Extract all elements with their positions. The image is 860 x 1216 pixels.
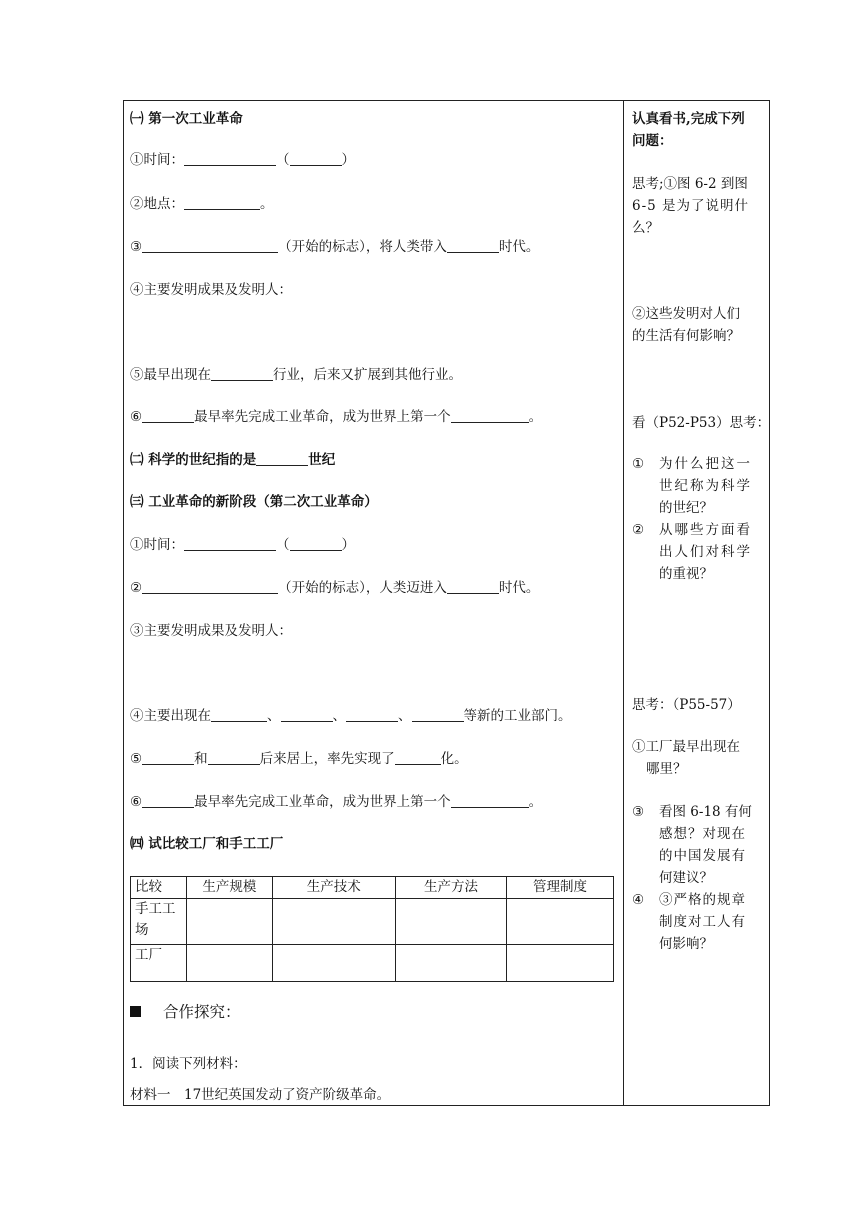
table-row (131, 899, 614, 945)
table-cell[interactable] (395, 945, 506, 982)
s1-place-line: ②地点： 。 (130, 196, 274, 212)
material-line: 材料一 17世纪英国发动了资产阶级革命。 (130, 1087, 391, 1103)
table-cell[interactable] (395, 899, 506, 945)
table-cell[interactable] (272, 899, 395, 945)
blank[interactable] (142, 579, 278, 594)
blank[interactable] (290, 151, 342, 166)
blank[interactable] (281, 707, 333, 722)
side-f: 看图 6-18 有何 (659, 804, 752, 820)
table-header: 管理制度 (506, 877, 613, 899)
s1-mark-line: ③ （开始的标志），将人类带入 时代。 (130, 239, 540, 255)
table-cell[interactable] (187, 945, 273, 982)
blank[interactable] (184, 195, 260, 210)
side-think: 6-5 是为了说明什 (632, 198, 750, 214)
blank[interactable] (142, 238, 278, 253)
blank[interactable] (412, 707, 464, 722)
s1-country-line: ⑥ 最早率先完成工业革命，成为世界上第一个 。 (130, 409, 543, 425)
s3-depts-line: ④主要出现在 、 、 、 等新的工业部门。 (130, 708, 572, 724)
side-think: 的生活有何影响？ (632, 328, 740, 344)
blank[interactable] (290, 536, 342, 551)
side-q: 的重视？ (659, 566, 713, 582)
table-header: 比较 (131, 877, 187, 899)
side-f: 感想？对现在 (659, 826, 746, 842)
table-header: 生产技术 (272, 877, 395, 899)
side-q-num: ③ (632, 804, 645, 820)
table-header: 生产规模 (187, 877, 273, 899)
blank[interactable] (211, 366, 273, 381)
table-cell[interactable] (187, 899, 273, 945)
read-line: 1．阅读下列材料： (130, 1056, 247, 1072)
blank[interactable] (256, 451, 308, 466)
side-q-num: ① (632, 456, 645, 472)
table-header: 生产方法 (395, 877, 506, 899)
side-f: 的中国发展有 (659, 848, 746, 864)
blank[interactable] (142, 750, 194, 765)
side-think: 思考;①图 6-2 到图 (632, 176, 748, 192)
side-q: 为什么把这一 (659, 456, 752, 472)
side-f: ③严格的规章 (659, 892, 746, 908)
section3-title: ㈢ 工业革命的新阶段（第二次工业革命） (130, 494, 378, 510)
side-f: 制度对工人有 (659, 914, 746, 930)
s3-rise-line: ⑤ 和 后来居上，率先实现了 化。 (130, 751, 468, 767)
side-intro: 问题： (632, 133, 673, 149)
s3-mark-line: ② （开始的标志），人类迈进入 时代。 (130, 580, 540, 596)
blank[interactable] (142, 793, 194, 808)
row-label: 工厂 (131, 945, 187, 982)
side-f: 何影响？ (659, 936, 713, 952)
s1-results-line: ④主要发明成果及发明人： (130, 282, 292, 298)
coop-heading: 合作探究： (130, 1003, 241, 1021)
side-q: 世纪称为科学 (659, 478, 752, 494)
table-row (131, 945, 614, 982)
square-bullet-icon (130, 1006, 141, 1017)
table-header-row (131, 877, 614, 899)
column-divider (623, 100, 624, 1106)
blank[interactable] (451, 793, 529, 808)
table-cell[interactable] (506, 945, 613, 982)
side-f: ①工厂最早出现在 (632, 739, 740, 755)
side-think: 么？ (632, 220, 659, 236)
blank[interactable] (395, 750, 441, 765)
s3-results-line: ③主要发明成果及发明人： (130, 623, 292, 639)
blank[interactable] (451, 408, 529, 423)
row-label: 手工工场 (131, 899, 187, 945)
side-think: ②这些发明对人们 (632, 306, 740, 322)
s3-time-line: ①时间： （ ） (130, 537, 355, 553)
blank[interactable] (142, 408, 194, 423)
section1-title: ㈠ 第一次工业革命 (130, 111, 243, 127)
s1-first-line: ⑤最早出现在 行业，后来又扩展到其他行业。 (130, 367, 462, 383)
side-q: 的世纪？ (659, 500, 713, 516)
side-q-num: ② (632, 522, 645, 538)
s3-country-line: ⑥ 最早率先完成工业革命，成为世界上第一个 。 (130, 794, 543, 810)
section4-title: ㈣ 试比较工厂和手工工厂 (130, 836, 284, 852)
blank[interactable] (184, 151, 276, 166)
blank[interactable] (211, 707, 267, 722)
side-think3: 思考：（P55-57） (632, 697, 741, 713)
blank[interactable] (447, 238, 499, 253)
blank[interactable] (346, 707, 398, 722)
side-intro: 认真看书,完成下列 (632, 111, 745, 127)
side-q: 出人们对科学 (659, 544, 752, 560)
blank[interactable] (208, 750, 260, 765)
comparison-table (130, 876, 614, 982)
side-look: 看（P52-P53）思考： (632, 415, 771, 431)
side-f: 哪里？ (646, 761, 687, 777)
side-q-num: ④ (632, 892, 645, 908)
side-f: 何建议？ (659, 870, 713, 886)
s1-time-line: ①时间： （ ） (130, 152, 355, 168)
side-q: 从哪些方面看 (659, 522, 752, 538)
blank[interactable] (184, 536, 276, 551)
section2-line: ㈡ 科学的世纪指的是 世纪 (130, 452, 336, 468)
table-cell[interactable] (272, 945, 395, 982)
table-cell[interactable] (506, 899, 613, 945)
blank[interactable] (447, 579, 499, 594)
